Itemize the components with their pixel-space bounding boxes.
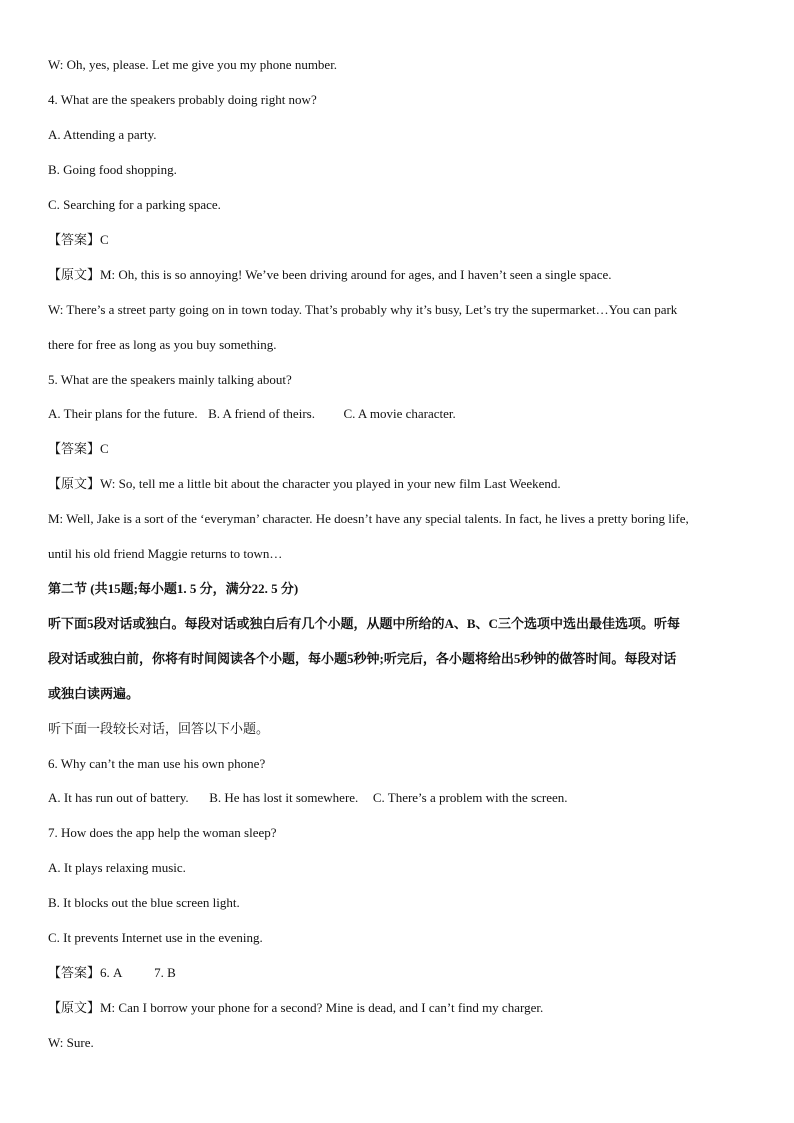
instruction-line-1: 听下面5段对话或独白。每段对话或独白后有几个小题，从题中所给的A、B、C三个选项中选出最佳选项。听每 <box>48 616 680 631</box>
question-7: 7. How does the app help the woman sleep? <box>48 825 277 840</box>
transcript-4-line-2: W: There’s a street party going on in town today. That’s probably why it’s busy, Let’s try the supermarket…You can park <box>48 302 678 317</box>
transcript-6-line-1: 【原文】M: Can I borrow your phone for a second? Mine is dead, and I can’t find my charger. <box>48 1000 544 1015</box>
options-6 <box>48 789 753 807</box>
transcript-5-line-2: M: Well, Jake is a sort of the ‘everyman’ character. He doesn’t have any special talents. In fact, he lives a pretty boring life, <box>48 511 689 526</box>
option-6a: A. It has run out of battery. <box>48 790 189 805</box>
option-6c: C. There’s a problem with the screen. <box>372 790 568 805</box>
option-5a: A. Their plans for the future. <box>48 406 198 421</box>
answer-6: 【答案】6. A <box>48 965 122 980</box>
dialogue-line: W: Oh, yes, please. Let me give you my phone number. <box>48 57 338 72</box>
instruction-line-3: 或独白读两遍。 <box>48 686 140 701</box>
option-4b: B. Going food shopping. <box>48 162 177 177</box>
option-7c: C. It prevents Internet use in the evening. <box>48 930 263 945</box>
sub-instruction: 听下面一段较长对话，回答以下小题。 <box>48 721 270 736</box>
transcript-4-line-3: there for free as long as you buy something. <box>48 337 277 352</box>
answer-7: 7. B <box>154 965 176 980</box>
question-6: 6. Why can’t the man use his own phone? <box>48 756 266 771</box>
transcript-5-line-3: until his old friend Maggie returns to town… <box>48 546 283 561</box>
option-7b: B. It blocks out the blue screen light. <box>48 895 240 910</box>
option-7a: A. It plays relaxing music. <box>48 860 186 875</box>
option-5b: B. A friend of theirs. <box>208 406 315 421</box>
answer-4: 【答案】C <box>48 232 109 247</box>
option-5c: C. A movie character. <box>343 406 456 421</box>
instruction-line-2: 段对话或独白前，你将有时间阅读各个小题，每小题5秒钟;听完后，各小题将给出5秒钟的做答时间。每段对话 <box>48 651 677 666</box>
transcript-4-line-1: 【原文】M: Oh, this is so annoying! We’ve been driving around for ages, and I haven’t seen a single space. <box>48 267 612 282</box>
option-6b: B. He has lost it somewhere. <box>209 790 359 805</box>
section-2-heading: 第二节 (共15题;每小题1. 5 分，满分22. 5 分) <box>48 581 299 596</box>
question-5: 5. What are the speakers mainly talking about? <box>48 372 292 387</box>
option-4a: A. Attending a party. <box>48 127 157 142</box>
transcript-5-line-1: 【原文】W: So, tell me a little bit about the character you played in your new film Last Weekend. <box>48 476 561 491</box>
question-4: 4. What are the speakers probably doing right now? <box>48 92 317 107</box>
answer-5: 【答案】C <box>48 441 109 456</box>
transcript-6-line-2: W: Sure. <box>48 1035 94 1050</box>
answers-6-7 <box>48 964 753 982</box>
option-4c: C. Searching for a parking space. <box>48 197 221 212</box>
options-5 <box>48 405 753 423</box>
